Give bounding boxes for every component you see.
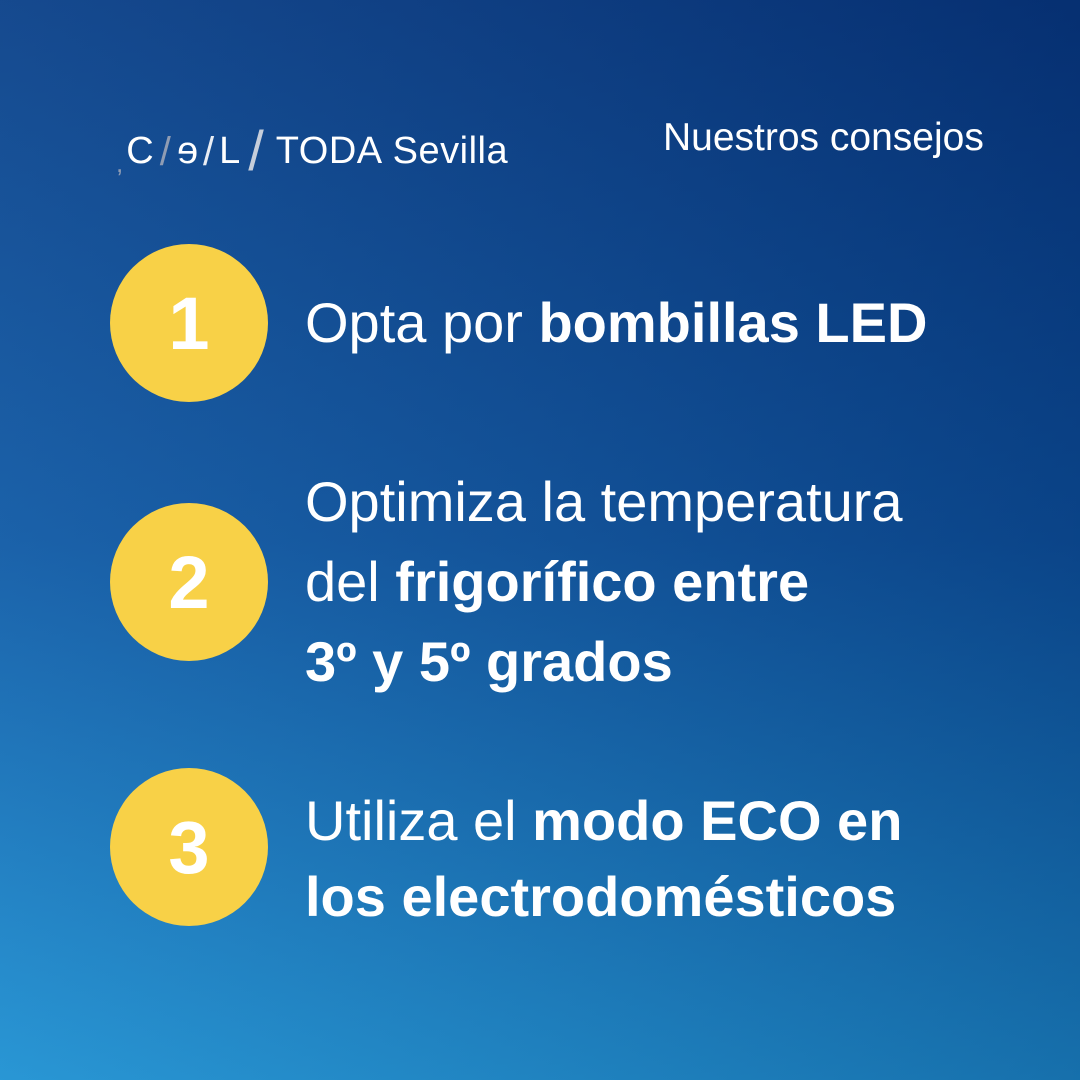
logo-big-slash-icon: / (248, 119, 264, 182)
tip-number-1: 1 (168, 281, 210, 365)
tip-line (305, 542, 903, 622)
tip-line (305, 622, 903, 702)
logo-brand-name-secondary: Sevilla (392, 130, 509, 172)
tip-segment: Optimiza la temperatura (305, 470, 903, 533)
tip-number-2: 2 (168, 540, 210, 624)
tip-number-badge-1 (110, 244, 268, 402)
brand-logo (116, 112, 509, 182)
tip-line (305, 283, 927, 363)
tip-text-3 (305, 783, 902, 935)
tip-segment: del (305, 550, 396, 613)
tip-segment-bold: los electrodomésticos (305, 865, 897, 928)
tip-number-badge-3 (110, 768, 268, 926)
tip-line (305, 462, 903, 542)
logo-slash-icon: / (202, 130, 215, 174)
tip-segment-bold: modo ECO en (532, 789, 903, 852)
tip-number-badge-2 (110, 503, 268, 661)
logo-comma-mark: , (116, 148, 124, 178)
tip-number-3: 3 (168, 805, 210, 889)
tip-text-2 (305, 462, 903, 702)
logo-brand-name: TODA (275, 130, 383, 172)
tip-segment-bold: frigorífico entre (395, 550, 810, 613)
tip-line (305, 783, 902, 859)
tip-segment-bold: bombillas LED (538, 291, 928, 354)
tip-segment: Opta por (305, 291, 539, 354)
tip-segment: Utiliza el (305, 789, 533, 852)
logo-letter-l: L (219, 130, 242, 172)
page-title: Nuestros consejos (663, 116, 984, 159)
tip-segment-bold: 3º y 5º grados (305, 630, 673, 693)
tip-line (305, 859, 902, 935)
logo-letter-e-mirrored: e (175, 130, 198, 172)
logo-letter-c: C (126, 130, 155, 172)
tip-text-1 (305, 283, 927, 363)
logo-slash-icon: / (159, 130, 171, 174)
